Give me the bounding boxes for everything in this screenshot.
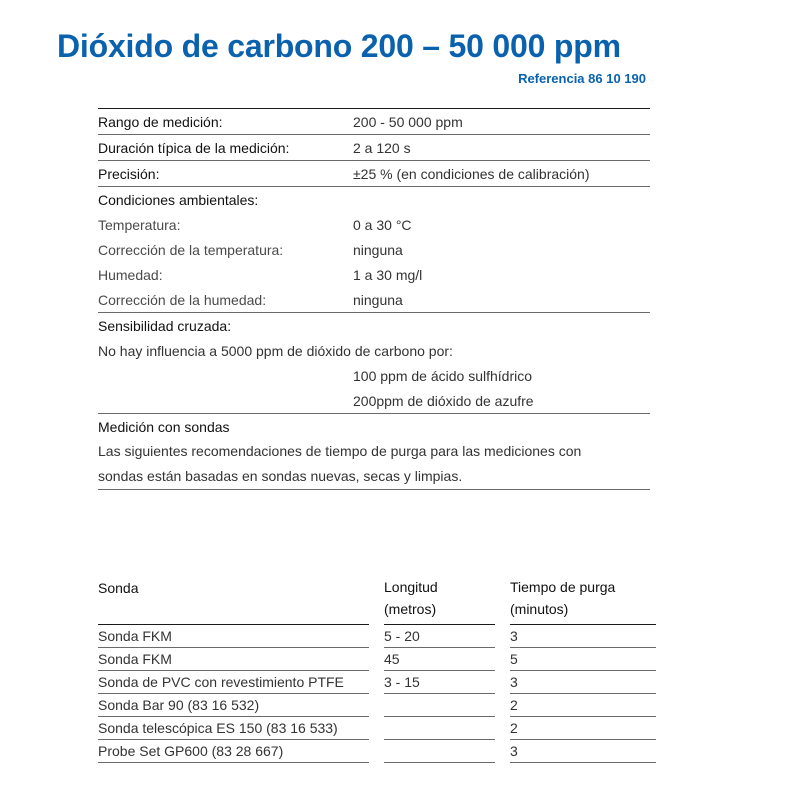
cross-item: 100 ppm de ácido sulfhídrico (353, 367, 532, 384)
time-cell: 2 (510, 717, 656, 740)
spec-row-humidity-correction (98, 287, 650, 313)
probe-text-line: sondas están basadas en sondas nuevas, secas y limpias. (98, 468, 463, 484)
spec-row-range (98, 108, 650, 135)
section-heading (98, 414, 650, 439)
probe-cell: Sonda de PVC con revestimiento PTFE (98, 671, 369, 694)
spec-row-humidity (98, 262, 650, 287)
table-row (98, 694, 656, 717)
table-row (98, 625, 656, 648)
spec-row-temp-correction (98, 237, 650, 262)
spec-row-duration (98, 135, 650, 161)
reference-number: Referencia 86 10 190 (518, 71, 646, 86)
spec-value: ±25 % (en condiciones de calibración) (353, 165, 590, 182)
time-cell: 2 (510, 694, 656, 717)
column-header-line: Longitud (384, 579, 438, 595)
time-cell: 3 (510, 740, 656, 763)
cross-text: No hay influencia a 5000 ppm de dióxido de carbono por: (98, 342, 453, 359)
time-cell: 3 (510, 671, 656, 694)
cross-sensitivity-text (98, 338, 650, 363)
length-cell: 3 - 15 (384, 671, 495, 694)
table-row (98, 717, 656, 740)
time-cell: 5 (510, 648, 656, 671)
probe-cell: Sonda Bar 90 (83 16 532) (98, 694, 369, 717)
length-cell (384, 717, 495, 740)
probe-heading: Medición con sondas (98, 418, 230, 435)
cross-sensitivity-item (98, 388, 650, 414)
spec-value: 2 a 120 s (353, 139, 411, 156)
column-header-probe: Sonda (98, 580, 139, 596)
probe-table-header (98, 576, 656, 624)
table-row (98, 740, 656, 763)
length-cell (384, 694, 495, 717)
section-heading (98, 187, 650, 212)
probe-text-line: Las siguientes recomendaciones de tiempo de purga para las mediciones con (98, 443, 582, 459)
spec-label: Precisión: (98, 165, 160, 182)
column-header-line: (minutos) (510, 601, 569, 617)
spec-label: Humedad: (98, 266, 163, 283)
time-cell: 3 (510, 625, 656, 648)
spec-row-precision (98, 161, 650, 187)
spec-value: ninguna (353, 291, 403, 308)
spec-value: ninguna (353, 241, 403, 258)
length-cell: 5 - 20 (384, 625, 495, 648)
column-header-length (384, 576, 510, 624)
cross-sensitivity-heading: Sensibilidad cruzada: (98, 317, 232, 334)
spec-value: 0 a 30 °C (353, 216, 412, 233)
probe-paragraph (98, 439, 650, 490)
spec-value: 200 - 50 000 ppm (353, 113, 463, 130)
cross-item: 200ppm de dióxido de azufre (353, 392, 534, 409)
length-cell (384, 740, 495, 763)
table-row (98, 648, 656, 671)
spec-label: Duración típica de la medición: (98, 139, 290, 156)
column-header-line: Tiempo de purga (510, 579, 616, 595)
length-cell: 45 (384, 648, 495, 671)
probe-table (98, 576, 656, 763)
column-header-line: (metros) (384, 601, 437, 617)
cross-sensitivity-item (98, 363, 650, 388)
page-title: Dióxido de carbono 200 – 50 000 ppm (57, 28, 621, 64)
table-row (98, 671, 656, 694)
spec-row-temperature (98, 212, 650, 237)
ambient-heading: Condiciones ambientales: (98, 191, 259, 208)
spec-label: Corrección de la humedad: (98, 291, 267, 308)
section-heading (98, 313, 650, 338)
probe-cell: Sonda telescópica ES 150 (83 16 533) (98, 717, 369, 740)
spec-label: Rango de medición: (98, 113, 223, 130)
spec-table (98, 108, 650, 490)
spec-label: Temperatura: (98, 216, 181, 233)
probe-cell: Sonda FKM (98, 625, 369, 648)
probe-cell: Probe Set GP600 (83 28 667) (98, 740, 369, 763)
spec-value: 1 a 30 mg/l (353, 266, 423, 283)
column-header-time (510, 576, 615, 624)
probe-cell: Sonda FKM (98, 648, 369, 671)
spec-label: Corrección de la temperatura: (98, 241, 284, 258)
